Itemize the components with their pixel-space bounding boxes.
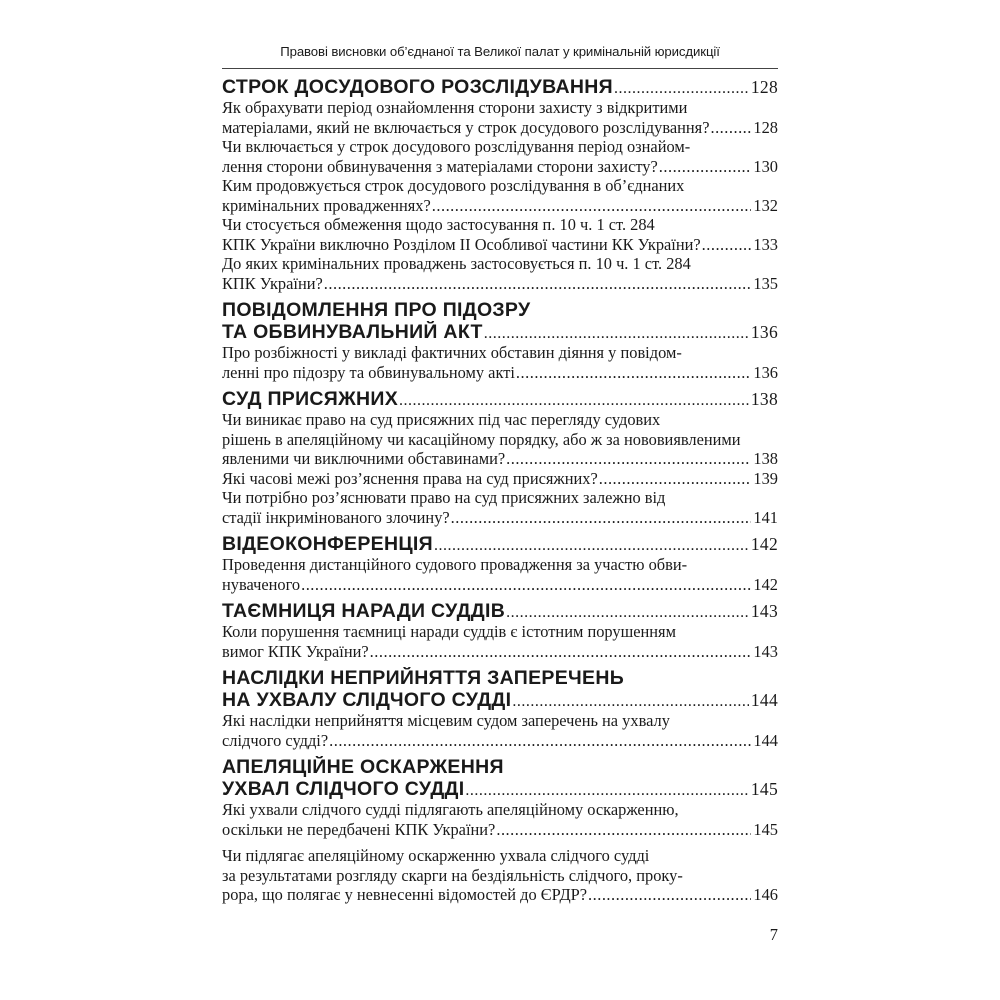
toc-entry-text: До яких кримінальних проваджень застосовується п. 10 ч. 1 ст. 284 xyxy=(222,254,691,273)
entry-page-number: 144 xyxy=(753,730,778,750)
dot-leader xyxy=(702,235,752,255)
toc-entry-text: вимог КПК України? xyxy=(222,641,369,661)
section-title[interactable] xyxy=(222,321,778,343)
entry-page-number: 135 xyxy=(753,273,778,293)
section-page-number: 142 xyxy=(750,534,778,554)
toc-entry-text: Як обрахувати період ознайомлення сторони захисту з відкритими xyxy=(222,98,688,117)
toc-entry[interactable] xyxy=(222,176,778,215)
toc-entry[interactable] xyxy=(222,622,778,661)
toc-section xyxy=(222,667,778,750)
section-title[interactable] xyxy=(222,299,778,321)
section-title[interactable] xyxy=(222,756,778,778)
toc-entry-text: Проведення дистанційного судового провадження за участю обви- xyxy=(222,555,688,574)
toc-section xyxy=(222,388,778,527)
entry-page-number: 136 xyxy=(753,362,778,382)
dot-leader xyxy=(506,449,751,469)
toc-entry-text: Коли порушення таємниці наради суддів є істотним порушенням xyxy=(222,622,676,641)
toc-entry-line xyxy=(222,235,778,255)
entry-page-number: 139 xyxy=(753,468,778,488)
toc-entry-text: стадії інкримінованого злочину? xyxy=(222,507,450,527)
section-title-text: СТРОК ДОСУДОВОГО РОЗСЛІДУВАННЯ xyxy=(222,76,613,98)
toc-entry-line xyxy=(222,98,778,118)
toc-entry-line xyxy=(222,731,778,751)
dot-leader xyxy=(370,642,752,662)
section-page-number: 144 xyxy=(750,690,778,710)
dot-leader xyxy=(324,274,752,294)
toc-entry-text: Чи потрібно роз’яснювати право на суд присяжних залежно від xyxy=(222,488,666,507)
section-title[interactable] xyxy=(222,76,778,98)
toc-entry-line xyxy=(222,274,778,294)
toc-entry[interactable] xyxy=(222,215,778,254)
toc-entry-line xyxy=(222,137,778,157)
section-title[interactable] xyxy=(222,689,778,711)
toc-entry[interactable] xyxy=(222,800,778,839)
toc-entry[interactable] xyxy=(222,254,778,293)
section-page-number: 138 xyxy=(750,389,778,409)
toc-entry-text: Чи включається у строк досудового розслідування період ознайом- xyxy=(222,137,691,156)
toc-entry-text: КПК України виключно Розділом ІІ Особливої частини КК України? xyxy=(222,234,701,254)
toc-entry-line xyxy=(222,449,778,469)
section-title-text: ВІДЕОКОНФЕРЕНЦІЯ xyxy=(222,533,433,555)
dot-leader xyxy=(710,118,751,138)
toc-section xyxy=(222,533,778,594)
dot-leader xyxy=(434,535,749,555)
section-title[interactable] xyxy=(222,533,778,555)
dot-leader xyxy=(301,575,751,595)
entry-page-number: 142 xyxy=(753,574,778,594)
section-title-text: СУД ПРИСЯЖНИХ xyxy=(222,388,399,410)
toc-entry-line xyxy=(222,866,778,886)
dot-leader xyxy=(451,508,752,528)
toc-entry-line xyxy=(222,176,778,196)
dot-leader xyxy=(512,691,749,711)
toc-entry[interactable] xyxy=(222,343,778,382)
dot-leader xyxy=(329,731,751,751)
section-title-text: АПЕЛЯЦІЙНЕ ОСКАРЖЕННЯ xyxy=(222,756,504,778)
toc-entry-text: нуваченого xyxy=(222,574,301,594)
toc-entry[interactable] xyxy=(222,137,778,176)
toc-entry-line xyxy=(222,711,778,731)
toc-entry-text: Які ухвали слідчого судді підлягають апеляційному оскарженню, xyxy=(222,800,679,819)
dot-leader xyxy=(614,78,749,98)
toc-entry-line xyxy=(222,508,778,528)
toc-entry[interactable] xyxy=(222,410,778,469)
toc-entry[interactable] xyxy=(222,469,778,489)
toc-entry-text: рора, що полягає у невнесенні відомостей до ЄРДР? xyxy=(222,885,588,904)
toc-entry-line xyxy=(222,622,778,642)
toc-entry-text: ленні про підозру та обвинувальному акті xyxy=(222,362,515,382)
section-title-text: УХВАЛ СЛІДЧОГО СУДДІ xyxy=(222,778,465,800)
toc-entry-line xyxy=(222,800,778,820)
section-page-number: 145 xyxy=(750,779,778,799)
toc-entry-line xyxy=(222,157,778,177)
toc-entry-line xyxy=(222,410,778,430)
toc-entry[interactable] xyxy=(222,488,778,527)
dot-leader xyxy=(506,602,749,622)
toc-entry[interactable] xyxy=(222,555,778,594)
entry-page-number: 138 xyxy=(753,449,778,468)
section-title-text: НАСЛІДКИ НЕПРИЙНЯТТЯ ЗАПЕРЕЧЕНЬ xyxy=(222,667,625,689)
toc-entry-text: матеріалами, який не включається у строк досудового розслідування? xyxy=(222,117,710,137)
toc-entry-line xyxy=(222,846,778,866)
toc-entry-line xyxy=(222,820,778,840)
table-of-contents xyxy=(222,76,778,905)
section-title-text: НА УХВАЛУ СЛІДЧОГО СУДДІ xyxy=(222,689,512,711)
toc-entry-line xyxy=(222,363,778,383)
toc-entry-line xyxy=(222,430,778,450)
toc-entry-line xyxy=(222,343,778,363)
toc-entry-line xyxy=(222,642,778,662)
dot-leader xyxy=(588,885,751,905)
toc-entry-text: за результатами розгляду скарги на бездіяльність слідчого, проку- xyxy=(222,865,683,885)
toc-section xyxy=(222,76,778,293)
section-title[interactable] xyxy=(222,667,778,689)
running-header: Правові висновки об’єднаної та Великої палат у кримінальній юрисдикції xyxy=(280,44,720,59)
header-divider xyxy=(222,68,778,69)
entry-page-number: 132 xyxy=(753,195,778,215)
toc-entry-text: лення сторони обвинувачення з матеріалами сторони захисту? xyxy=(222,156,658,176)
toc-entry-text: Чи стосується обмеження щодо застосування п. 10 ч. 1 ст. 284 xyxy=(222,215,655,234)
entry-page-number: 143 xyxy=(753,641,778,661)
entry-page-number: 141 xyxy=(753,507,778,527)
toc-entry-text: явленими чи виключними обставинами? xyxy=(222,449,506,468)
entry-page-number: 145 xyxy=(753,819,778,839)
toc-entry[interactable] xyxy=(222,846,778,905)
toc-entry-line xyxy=(222,469,778,489)
toc-section xyxy=(222,756,778,905)
dot-leader xyxy=(516,363,751,383)
section-title-text: ТАЄМНИЦЯ НАРАДИ СУДДІВ xyxy=(222,600,506,622)
toc-entry-line xyxy=(222,215,778,235)
toc-entry-line xyxy=(222,196,778,216)
toc-entry-line xyxy=(222,254,778,274)
toc-entry-text: слідчого судді? xyxy=(222,730,329,750)
section-title[interactable] xyxy=(222,388,778,410)
toc-entry-line xyxy=(222,555,778,575)
toc-entry-line xyxy=(222,118,778,138)
toc-entry-text: Які часові межі роз’яснення права на суд присяжних? xyxy=(222,468,598,488)
toc-entry-line xyxy=(222,885,778,905)
toc-entry-text: Ким продовжується строк досудового розслідування в об’єднаних xyxy=(222,176,685,195)
toc-entry-text: оскільки не передбачені КПК України? xyxy=(222,819,496,839)
toc-entry-line xyxy=(222,575,778,595)
entry-page-number: 130 xyxy=(753,156,778,176)
page-number: 7 xyxy=(769,925,778,944)
dot-leader xyxy=(599,469,752,489)
toc-entry-text: кримінальних провадженнях? xyxy=(222,195,431,215)
toc-entry-text: Чи виникає право на суд присяжних під час перегляду судових xyxy=(222,410,661,429)
section-page-number: 128 xyxy=(750,77,778,97)
toc-entry-line xyxy=(222,488,778,508)
toc-entry-text: Про розбіжності у викладі фактичних обставин діяння у повідом- xyxy=(222,343,682,362)
entry-page-number: 128 xyxy=(753,117,778,137)
dot-leader xyxy=(484,323,749,343)
section-page-number: 136 xyxy=(750,322,778,342)
toc-entry-text: Чи підлягає апеляційному оскарженню ухвала слідчого судді xyxy=(222,846,650,865)
dot-leader xyxy=(465,780,748,800)
section-page-number: 143 xyxy=(750,601,778,621)
dot-leader xyxy=(399,390,749,410)
toc-entry-text: рішень в апеляційному чи касаційному порядку, або ж за нововиявленими xyxy=(222,429,741,449)
dot-leader xyxy=(659,157,752,177)
dot-leader xyxy=(432,196,752,216)
entry-page-number: 133 xyxy=(753,234,778,254)
toc-section xyxy=(222,600,778,661)
section-title[interactable] xyxy=(222,778,778,800)
dot-leader xyxy=(496,820,751,840)
section-title-text: ПОВІДОМЛЕННЯ ПРО ПІДОЗРУ xyxy=(222,299,531,321)
toc-entry[interactable] xyxy=(222,711,778,750)
section-title[interactable] xyxy=(222,600,778,622)
entry-page-number: 146 xyxy=(753,885,778,904)
toc-entry-text: КПК України? xyxy=(222,273,323,293)
toc-entry-text: Які наслідки неприйняття місцевим судом заперечень на ухвалу xyxy=(222,711,670,730)
section-title-text: ТА ОБВИНУВАЛЬНИЙ АКТ xyxy=(222,321,483,343)
toc-entry[interactable] xyxy=(222,98,778,137)
toc-section xyxy=(222,299,778,382)
